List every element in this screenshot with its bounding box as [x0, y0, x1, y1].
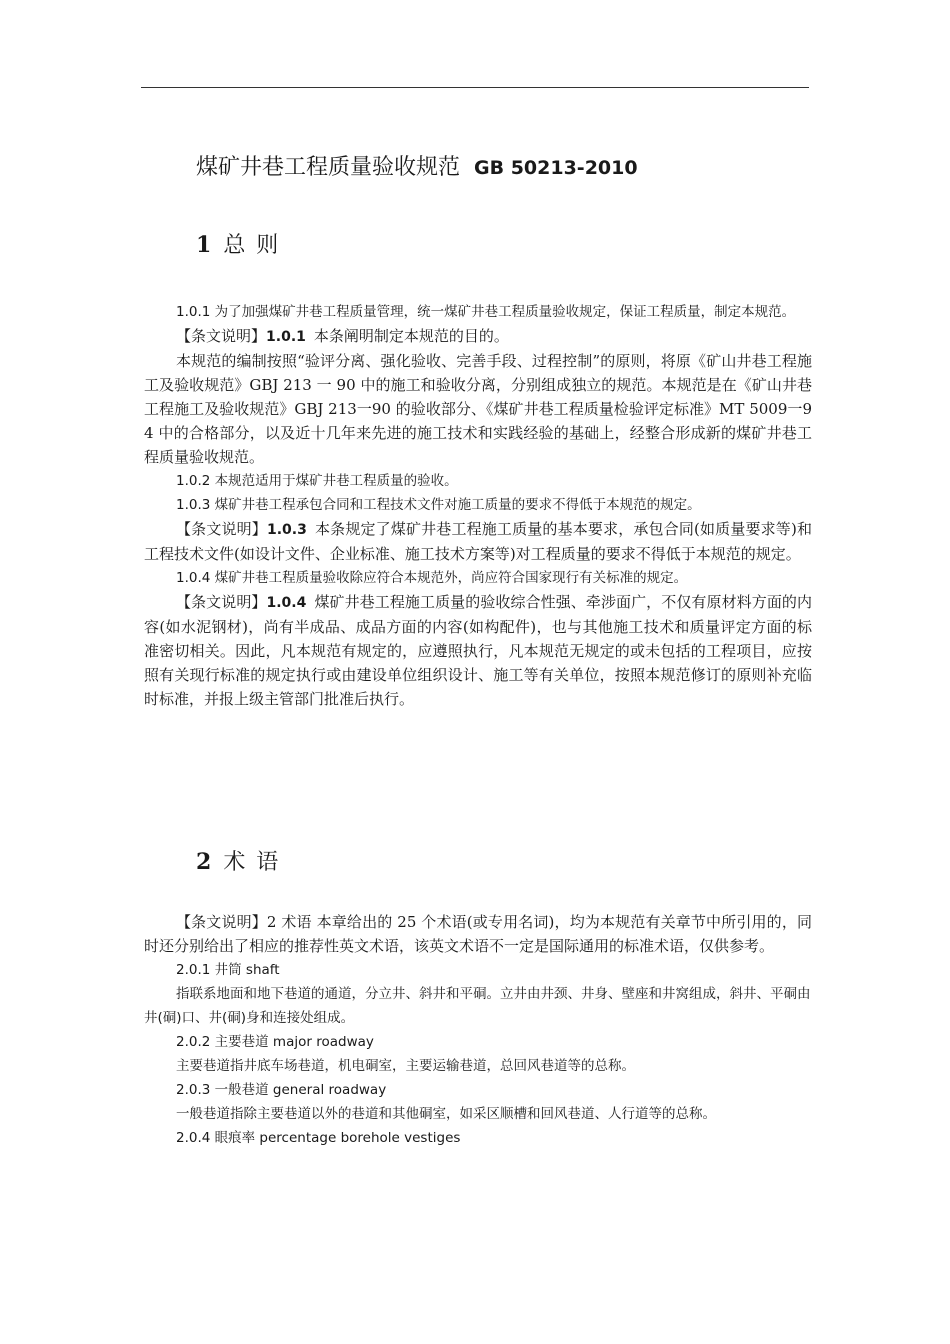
- explanation-text: 煤矿井巷工程施工质量的验收综合性强、牵涉面广，不仅有原材料方面的内容(如水泥钢材)，尚有半成品、成品方面的内容(如构配件)，也与其他施工技术和质量评定方面的标准密切相关。因此，凡本规范有规定的，应遵照执行，凡本规范无规定的或未包括的工程项目，应按照有关现行标准的规定执行或由建设单位组织设计、施工等有关单位，按照本规范修订的原则补充临时标准，并报上级主管部门批准后执行。: [144, 593, 812, 708]
- explanation-text: 本条规定了煤矿井巷工程施工质量的基本要求，承包合同(如质量要求等)和工程技术文件(如设计文件、企业标准、施工技术方案等)对工程质量的要求不得低于本规范的规定。: [144, 520, 812, 563]
- explanation-tag: 【条文说明】: [176, 520, 267, 538]
- explanation-text: 本条阐明制定本规范的目的。: [313, 327, 509, 345]
- term-2-0-3: 2.0.3 一般巷道 general roadway: [176, 1082, 387, 1098]
- explanation-1-0-3: [144, 517, 812, 566]
- explanation-tag: 【条文说明】: [176, 913, 267, 931]
- document-title: [196, 150, 638, 181]
- clause-1-0-1: 1.0.1 为了加强煤矿井巷工程质量管理，统一煤矿井巷工程质量验收规定，保证工程质量，制定本规范。: [176, 304, 796, 320]
- chapter-2-heading: [196, 845, 280, 876]
- explanation-text: 2 术语 本章给出的 25 个术语(或专用名词)，均为本规范有关章节中所引用的，同时还分别给出了相应的推荐性英文术语，该英文术语不一定是国际通用的标准术语，仅供参考。: [144, 913, 812, 955]
- standard-code: GB 50213-2010: [474, 157, 638, 179]
- chapter-1-heading: [196, 228, 280, 259]
- explanation-chapter-2: [144, 910, 812, 958]
- section-2-body: [144, 910, 812, 1150]
- definition-2-0-1: 指联系地面和地下巷道的通道，分立井、斜井和平硐。立井由井颈、井身、壁座和井窝组成，斜井、平硐由井(硐)口、井(硐)身和连接处组成。: [144, 986, 811, 1026]
- term-2-0-4: 2.0.4 眼痕率 percentage borehole vestiges: [176, 1130, 461, 1146]
- clause-1-0-3: 1.0.3 煤矿井巷工程承包合同和工程技术文件对施工质量的要求不得低于本规范的规定。: [176, 497, 701, 513]
- explanation-1-0-1-paragraph: 本规范的编制按照“验评分离、强化验收、完善手段、过程控制”的原则，将原《矿山井巷工程施工及验收规范》GBJ 213 一 90 中的施工和验收分离，分别组成独立的规范。本规范是在《矿山井巷工程施工及验收规范》GBJ 213一90 的验收部分、《煤矿井巷工程质量检验评定标准》MT 5009一94 中的合格部分，以及近十几年来先进的施工技术和实践经验的基础上，经整合形成新的煤矿井巷工程质量验收规范。: [144, 352, 812, 466]
- clause-number: 1.0.3: [266, 522, 307, 538]
- definition-2-0-2: 主要巷道指井底车场巷道，机电硐室，主要运输巷道，总回风巷道等的总称。: [176, 1058, 635, 1074]
- explanation-tag: 【条文说明】: [176, 327, 267, 345]
- clause-number: 1.0.4: [266, 595, 307, 611]
- title-main: 煤矿井巷工程质量验收规范: [196, 155, 461, 180]
- term-2-0-1: 2.0.1 井筒 shaft: [176, 962, 280, 978]
- section-1-body: [144, 300, 812, 711]
- clause-1-0-2: 1.0.2 本规范适用于煤矿井巷工程质量的验收。: [176, 473, 458, 489]
- term-2-0-2: 2.0.2 主要巷道 major roadway: [176, 1034, 374, 1050]
- clause-number: 1.0.1: [266, 329, 306, 345]
- explanation-1-0-4: [144, 590, 812, 711]
- header-rule: [141, 87, 809, 88]
- definition-2-0-3: 一般巷道指除主要巷道以外的巷道和其他硐室，如采区顺槽和回风巷道、人行道等的总称。: [176, 1106, 716, 1122]
- chapter-2-title: 术 语: [223, 850, 281, 875]
- chapter-1-number: 1: [196, 232, 214, 258]
- chapter-1-title: 总 则: [223, 233, 281, 258]
- chapter-2-number: 2: [196, 849, 214, 875]
- explanation-tag: 【条文说明】: [176, 593, 267, 611]
- clause-1-0-4: 1.0.4 煤矿井巷工程质量验收除应符合本规范外，尚应符合国家现行有关标准的规定。: [176, 570, 688, 586]
- explanation-1-0-1: [144, 324, 812, 349]
